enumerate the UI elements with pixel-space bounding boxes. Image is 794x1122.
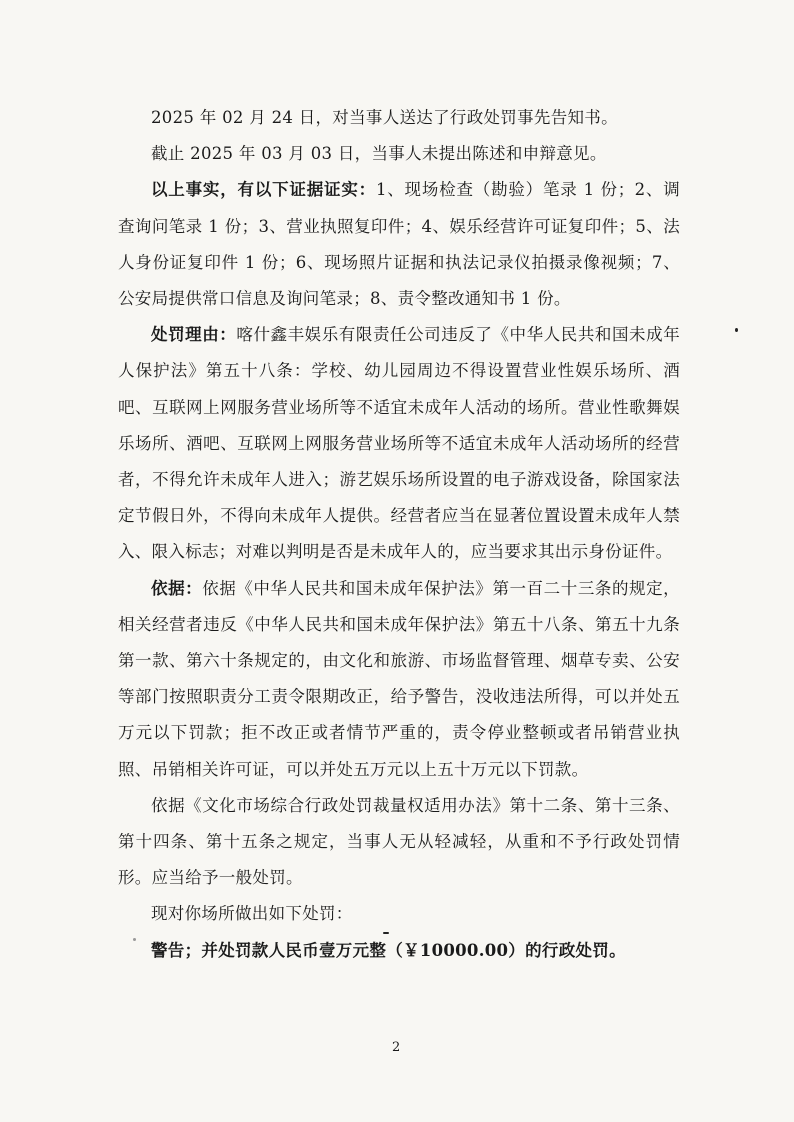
scan-speck bbox=[133, 938, 136, 941]
scan-speck bbox=[735, 328, 738, 332]
document-body bbox=[118, 100, 680, 969]
penalty-paragraph: 警告；并处罚款人民币壹万元整（￥10000.00）的行政处罚。 bbox=[151, 940, 626, 960]
scan-speck bbox=[383, 932, 389, 934]
basis-label: 依据： bbox=[151, 578, 203, 598]
no-defense-paragraph: 截止 2025 年 03 月 03 日，当事人未提出陈述和申辩意见。 bbox=[151, 144, 607, 164]
evidence-text: 1、现场检查（勘验）笔录 1 份；2、调查询问笔录 1 份；3、营业执照复印件；4、娱乐经营许可证复印件；5、法人身份证复印件 1 份；6、现场照片证据和执法记录仪拍摄录像视频；7、公安局提供常口信息及询问笔录；8、责令整改通知书 1 份。 bbox=[118, 180, 680, 309]
notice-delivery-paragraph: 2025 年 02 月 24 日，对当事人送达了行政处罚事先告知书。 bbox=[151, 108, 618, 127]
evidence-label: 以上事实，有以下证据证实： bbox=[151, 180, 376, 200]
reason-text: 喀什鑫丰娱乐有限责任公司违反了《中华人民共和国未成年人保护法》第五十八条：学校、幼儿园周边不得设置营业性娱乐场所、酒吧、互联网上网服务营业场所等不适宜未成年人活动的场所。营业性歌舞娱乐场所、酒吧、互联网上网服务营业场所等不适宜未成年人活动场所的经营者，不得允许未成年人进入；游艺娱乐场所设置的电子游戏设备，除国家法定节假日外，不得向未成年人提供。经营者应当在显著位置设置未成年人禁入、限入标志；对难以判明是否是未成年人的，应当要求其出示身份证件。 bbox=[118, 325, 680, 562]
evidence-paragraph bbox=[118, 172, 680, 317]
basis-text: 依据《中华人民共和国未成年保护法》第一百二十三条的规定，相关经营者违反《中华人民共和国未成年保护法》第五十八条、第五十九条第一款、第六十条规定的，由文化和旅游、市场监督管理、烟草专卖、公安等部门按照职责分工责令限期改正，给予警告，没收违法所得，可以并处五万元以下罚款；拒不改正或者情节严重的，责令停业整顿或者吊销营业执照、吊销相关许可证，可以并处五万元以上五十万元以下罚款。 bbox=[118, 578, 680, 779]
basis-paragraph bbox=[118, 571, 680, 788]
reason-paragraph bbox=[118, 317, 680, 570]
page-number: 2 bbox=[392, 1040, 401, 1055]
reason-label: 处罚理由： bbox=[151, 325, 237, 345]
discretion-paragraph: 依据《文化市场综合行政处罚裁量权适用办法》第十二条、第十三条、第十四条、第十五条之规定，当事人无从轻减轻，从重和不予行政处罚情形。应当给予一般处罚。 bbox=[118, 795, 680, 888]
decision-intro-paragraph: 现对你场所做出如下处罚： bbox=[151, 904, 353, 924]
